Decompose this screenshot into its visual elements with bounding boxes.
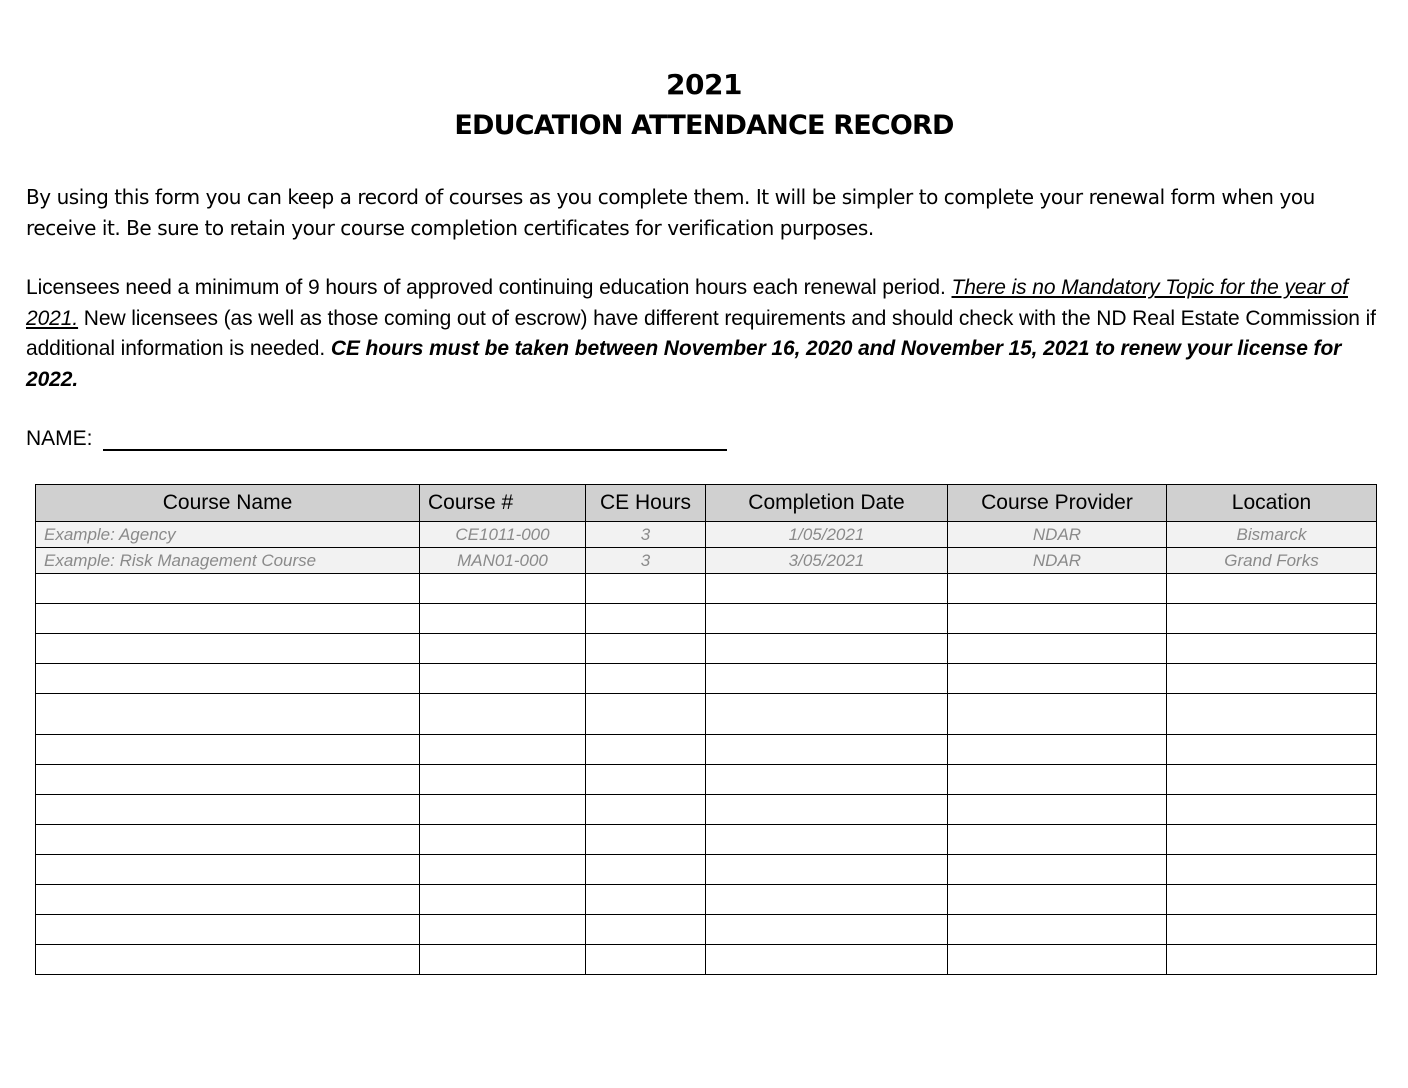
column-header-course-provider: Course Provider bbox=[948, 485, 1167, 522]
course-provider-cell[interactable] bbox=[948, 885, 1167, 915]
table-row bbox=[36, 604, 1377, 634]
completion-date-cell[interactable] bbox=[706, 945, 948, 975]
completion-date-cell[interactable] bbox=[706, 604, 948, 634]
course-provider-cell[interactable] bbox=[948, 694, 1167, 735]
ce-hours-cell[interactable] bbox=[586, 855, 706, 885]
example-ce-hours: 3 bbox=[586, 522, 706, 548]
name-label: NAME: bbox=[26, 427, 93, 450]
location-cell[interactable] bbox=[1167, 664, 1377, 694]
example-ce-hours: 3 bbox=[586, 548, 706, 574]
course-name-cell[interactable] bbox=[36, 694, 420, 735]
completion-date-cell[interactable] bbox=[706, 885, 948, 915]
course-number-cell[interactable] bbox=[420, 664, 586, 694]
page-title: EDUCATION ATTENDANCE RECORD bbox=[454, 110, 954, 141]
location-cell[interactable] bbox=[1167, 915, 1377, 945]
course-name-cell[interactable] bbox=[36, 765, 420, 795]
table-row bbox=[36, 825, 1377, 855]
course-provider-cell[interactable] bbox=[948, 765, 1167, 795]
completion-date-cell[interactable] bbox=[706, 795, 948, 825]
course-number-cell[interactable] bbox=[420, 915, 586, 945]
completion-date-cell[interactable] bbox=[706, 634, 948, 664]
course-provider-cell[interactable] bbox=[948, 795, 1167, 825]
course-number-cell[interactable] bbox=[420, 765, 586, 795]
ce-hours-cell[interactable] bbox=[586, 634, 706, 664]
ce-hours-cell[interactable] bbox=[586, 825, 706, 855]
intro-paragraph: By using this form you can keep a record of courses as you complete them. It will be simpler to complete your renewal form when you receive it. Be sure to retain your course completion certificates for verification purposes. bbox=[26, 185, 1315, 240]
example-course-number: MAN01-000 bbox=[420, 548, 586, 574]
example-course-number: CE1011-000 bbox=[420, 522, 586, 548]
requirements-text-1: Licensees need a minimum of 9 hours of approved continuing education hours each renewal period. bbox=[26, 276, 952, 299]
course-provider-cell[interactable] bbox=[948, 945, 1167, 975]
course-provider-cell[interactable] bbox=[948, 825, 1167, 855]
name-field[interactable] bbox=[103, 425, 727, 451]
example-location: Grand Forks bbox=[1167, 548, 1377, 574]
course-provider-cell[interactable] bbox=[948, 634, 1167, 664]
requirements-paragraph bbox=[26, 273, 1386, 395]
example-course-provider: NDAR bbox=[948, 548, 1167, 574]
mandatory-topic-note: There is no Mandatory Topic for the year of 2021. bbox=[26, 276, 1348, 330]
location-cell[interactable] bbox=[1167, 885, 1377, 915]
column-header-ce-hours: CE Hours bbox=[586, 485, 706, 522]
blank-entry-rows bbox=[36, 574, 1377, 975]
course-number-cell[interactable] bbox=[420, 604, 586, 634]
table-row bbox=[36, 885, 1377, 915]
location-cell[interactable] bbox=[1167, 604, 1377, 634]
completion-date-cell[interactable] bbox=[706, 735, 948, 765]
ce-hours-cell[interactable] bbox=[586, 694, 706, 735]
location-cell[interactable] bbox=[1167, 574, 1377, 604]
location-cell[interactable] bbox=[1167, 795, 1377, 825]
location-cell[interactable] bbox=[1167, 825, 1377, 855]
course-provider-cell[interactable] bbox=[948, 574, 1167, 604]
record-year: 2021 bbox=[666, 68, 742, 101]
course-name-cell[interactable] bbox=[36, 735, 420, 765]
table-row bbox=[36, 634, 1377, 664]
table-row bbox=[36, 664, 1377, 694]
example-row bbox=[36, 522, 1377, 548]
location-cell[interactable] bbox=[1167, 855, 1377, 885]
table-header-row bbox=[36, 485, 1377, 522]
completion-date-cell[interactable] bbox=[706, 825, 948, 855]
course-log-table bbox=[35, 484, 1377, 975]
example-course-name: Example: Agency bbox=[36, 522, 420, 548]
completion-date-cell[interactable] bbox=[706, 915, 948, 945]
example-row bbox=[36, 548, 1377, 574]
ce-hours-cell[interactable] bbox=[586, 795, 706, 825]
course-provider-cell[interactable] bbox=[948, 604, 1167, 634]
course-number-cell[interactable] bbox=[420, 945, 586, 975]
course-provider-cell[interactable] bbox=[948, 664, 1167, 694]
ce-hours-cell[interactable] bbox=[586, 765, 706, 795]
name-row bbox=[26, 425, 727, 451]
table-row bbox=[36, 855, 1377, 885]
course-name-cell[interactable] bbox=[36, 574, 420, 604]
table-row bbox=[36, 735, 1377, 765]
course-name-cell[interactable] bbox=[36, 664, 420, 694]
column-header-course-number: Course # bbox=[420, 485, 586, 522]
location-cell[interactable] bbox=[1167, 945, 1377, 975]
ce-hours-cell[interactable] bbox=[586, 885, 706, 915]
table-row bbox=[36, 795, 1377, 825]
ce-hours-cell[interactable] bbox=[586, 915, 706, 945]
course-name-cell[interactable] bbox=[36, 945, 420, 975]
completion-date-cell[interactable] bbox=[706, 694, 948, 735]
course-name-cell[interactable] bbox=[36, 634, 420, 664]
course-name-cell[interactable] bbox=[36, 825, 420, 855]
course-provider-cell[interactable] bbox=[948, 855, 1167, 885]
requirements-text-2: New licensees (as well as those coming out of escrow) have different requirements and should check with the ND Real Estate Commission if additional information is needed. bbox=[26, 306, 1376, 360]
course-name-cell[interactable] bbox=[36, 795, 420, 825]
course-number-cell[interactable] bbox=[420, 694, 586, 735]
course-number-cell[interactable] bbox=[420, 825, 586, 855]
course-provider-cell[interactable] bbox=[948, 915, 1167, 945]
course-provider-cell[interactable] bbox=[948, 735, 1167, 765]
column-header-completion-date: Completion Date bbox=[706, 485, 948, 522]
example-completion-date: 3/05/2021 bbox=[706, 548, 948, 574]
column-header-location: Location bbox=[1167, 485, 1377, 522]
ce-hours-cell[interactable] bbox=[586, 945, 706, 975]
location-cell[interactable] bbox=[1167, 694, 1377, 735]
table-row bbox=[36, 915, 1377, 945]
column-header-course-name: Course Name bbox=[36, 485, 420, 522]
example-course-name: Example: Risk Management Course bbox=[36, 548, 420, 574]
course-name-cell[interactable] bbox=[36, 855, 420, 885]
ce-hours-cell[interactable] bbox=[586, 604, 706, 634]
ce-deadline-note: CE hours must be taken between November 16, 2020 and November 15, 2021 to renew your license for 2022. bbox=[26, 337, 1342, 391]
table-row bbox=[36, 574, 1377, 604]
course-name-cell[interactable] bbox=[36, 885, 420, 915]
table-row bbox=[36, 765, 1377, 795]
ce-hours-cell[interactable] bbox=[586, 664, 706, 694]
course-number-cell[interactable] bbox=[420, 885, 586, 915]
course-number-cell[interactable] bbox=[420, 634, 586, 664]
course-number-cell[interactable] bbox=[420, 735, 586, 765]
example-location: Bismarck bbox=[1167, 522, 1377, 548]
completion-date-cell[interactable] bbox=[706, 664, 948, 694]
completion-date-cell[interactable] bbox=[706, 574, 948, 604]
ce-hours-cell[interactable] bbox=[586, 574, 706, 604]
location-cell[interactable] bbox=[1167, 735, 1377, 765]
example-completion-date: 1/05/2021 bbox=[706, 522, 948, 548]
completion-date-cell[interactable] bbox=[706, 855, 948, 885]
table-row bbox=[36, 694, 1377, 735]
example-course-provider: NDAR bbox=[948, 522, 1167, 548]
completion-date-cell[interactable] bbox=[706, 765, 948, 795]
course-number-cell[interactable] bbox=[420, 795, 586, 825]
location-cell[interactable] bbox=[1167, 765, 1377, 795]
course-number-cell[interactable] bbox=[420, 574, 586, 604]
ce-hours-cell[interactable] bbox=[586, 735, 706, 765]
course-name-cell[interactable] bbox=[36, 604, 420, 634]
course-number-cell[interactable] bbox=[420, 855, 586, 885]
location-cell[interactable] bbox=[1167, 634, 1377, 664]
course-name-cell[interactable] bbox=[36, 915, 420, 945]
table-row bbox=[36, 945, 1377, 975]
